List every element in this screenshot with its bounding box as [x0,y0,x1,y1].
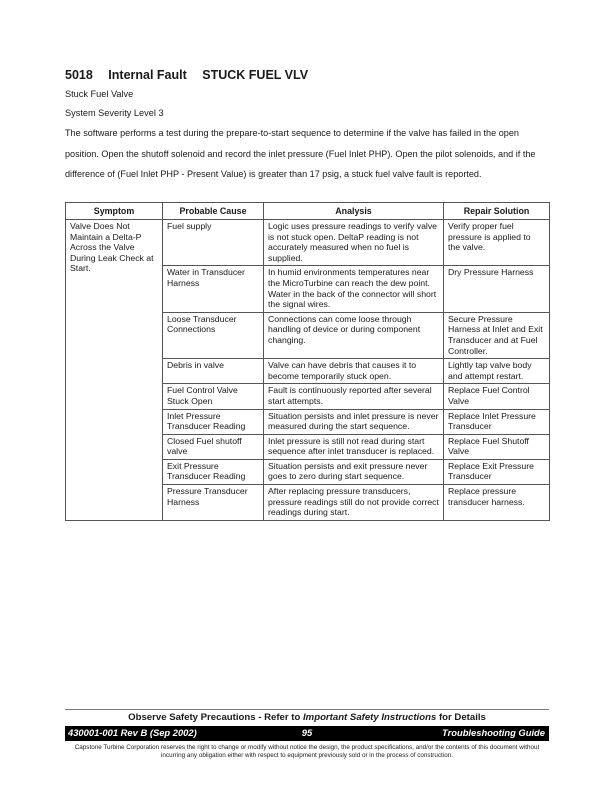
cause-cell: Inlet Pressure Transducer Reading [163,409,264,434]
analysis-cell: In humid environments temperatures near the MicroTurbine can reach the dew point. Water in the back of the connector will short the signal wires. [264,266,444,312]
analysis-cell: Connections can come loose through handling of device or during component changing. [264,312,444,358]
cause-cell: Fuel supply [163,220,264,266]
footer-divider [65,709,549,710]
analysis-cell: Fault is continuously reported after several start attempts. [264,384,444,409]
guide-name: Troubleshooting Guide [442,727,545,738]
repair-cell: Replace Inlet Pressure Transducer [444,409,550,434]
fault-subtitle: Stuck Fuel Valve [65,89,134,99]
cause-cell: Closed Fuel shutoff valve [163,434,264,459]
cause-cell: Pressure Transducer Harness [163,485,264,521]
page-title [65,68,308,82]
repair-cell: Replace Fuel Shutoff Valve [444,434,550,459]
symptom-cell: Valve Does Not Maintain a Delta-P Across the Valve During Leak Check at Start. [66,220,163,521]
repair-cell: Replace pressure transducer harness. [444,485,550,521]
table-row [66,220,550,266]
safety-notice [65,712,549,723]
repair-cell: Dry Pressure Harness [444,266,550,312]
repair-cell: Verify proper fuel pressure is applied to the valve. [444,220,550,266]
header-probable-cause: Probable Cause [163,203,264,220]
header-repair-solution: Repair Solution [444,203,550,220]
analysis-cell: Valve can have debris that causes it to become temporarily stuck open. [264,359,444,384]
severity-level: System Severity Level 3 [65,108,164,118]
cause-cell: Fuel Control Valve Stuck Open [163,384,264,409]
footer-bar [65,726,549,741]
analysis-cell: After replacing pressure transducers, pressure readings still do not provide correct readings during start. [264,485,444,521]
fault-title: STUCK FUEL VLV [202,68,309,82]
safety-notice-suffix: for Details [438,712,486,723]
document-id: 430001-001 Rev B (Sep 2002) [68,727,197,738]
troubleshooting-table [65,202,550,521]
copyright-notice: Capstone Turbine Corporation reserves the right to change or modify without notice the design, the product specifications, and/or the contents of this document without incurring any obligation either with respect to equipment previously sold or in the process of construction. [74,744,540,760]
fault-code: 5018 [65,68,93,82]
cause-cell: Debris in valve [163,359,264,384]
fault-category: Internal Fault [108,68,187,82]
safety-instructions-reference: Important Safety Instructions [303,712,437,723]
analysis-cell: Situation persists and inlet pressure is never measured during the start sequence. [264,409,444,434]
analysis-cell: Logic uses pressure readings to verify valve is not stuck open. DeltaP reading is not accurately measured when no fuel is supplied. [264,220,444,266]
repair-cell: Lightly tap valve body and attempt restart. [444,359,550,384]
analysis-cell: Inlet pressure is still not read during start sequence after inlet transducer is replaced. [264,434,444,459]
fault-description: The software performs a test during the prepare-to-start sequence to determine if the valve has failed in the open position. Open the shutoff solenoid and record the inlet pressure (Fuel Inlet PHP). Open the pilot solenoids, and if the difference of (Fuel Inlet PHP - Present Value) is greater than 17 psig, a stuck fuel valve fault is reported. [65,128,536,179]
page-number: 95 [301,727,313,738]
cause-cell: Exit Pressure Transducer Reading [163,459,264,484]
header-symptom: Symptom [66,203,163,220]
analysis-cell: Situation persists and exit pressure never goes to zero during start sequence. [264,459,444,484]
repair-cell: Replace Fuel Control Valve [444,384,550,409]
cause-cell: Water in Transducer Harness [163,266,264,312]
repair-cell: Secure Pressure Harness at Inlet and Exit Transducer and at Fuel Controller. [444,312,550,358]
cause-cell: Loose Transducer Connections [163,312,264,358]
repair-cell: Replace Exit Pressure Transducer [444,459,550,484]
table-header-row [66,203,550,220]
safety-notice-prefix: Observe Safety Precautions - Refer to [128,712,301,723]
header-analysis: Analysis [264,203,444,220]
